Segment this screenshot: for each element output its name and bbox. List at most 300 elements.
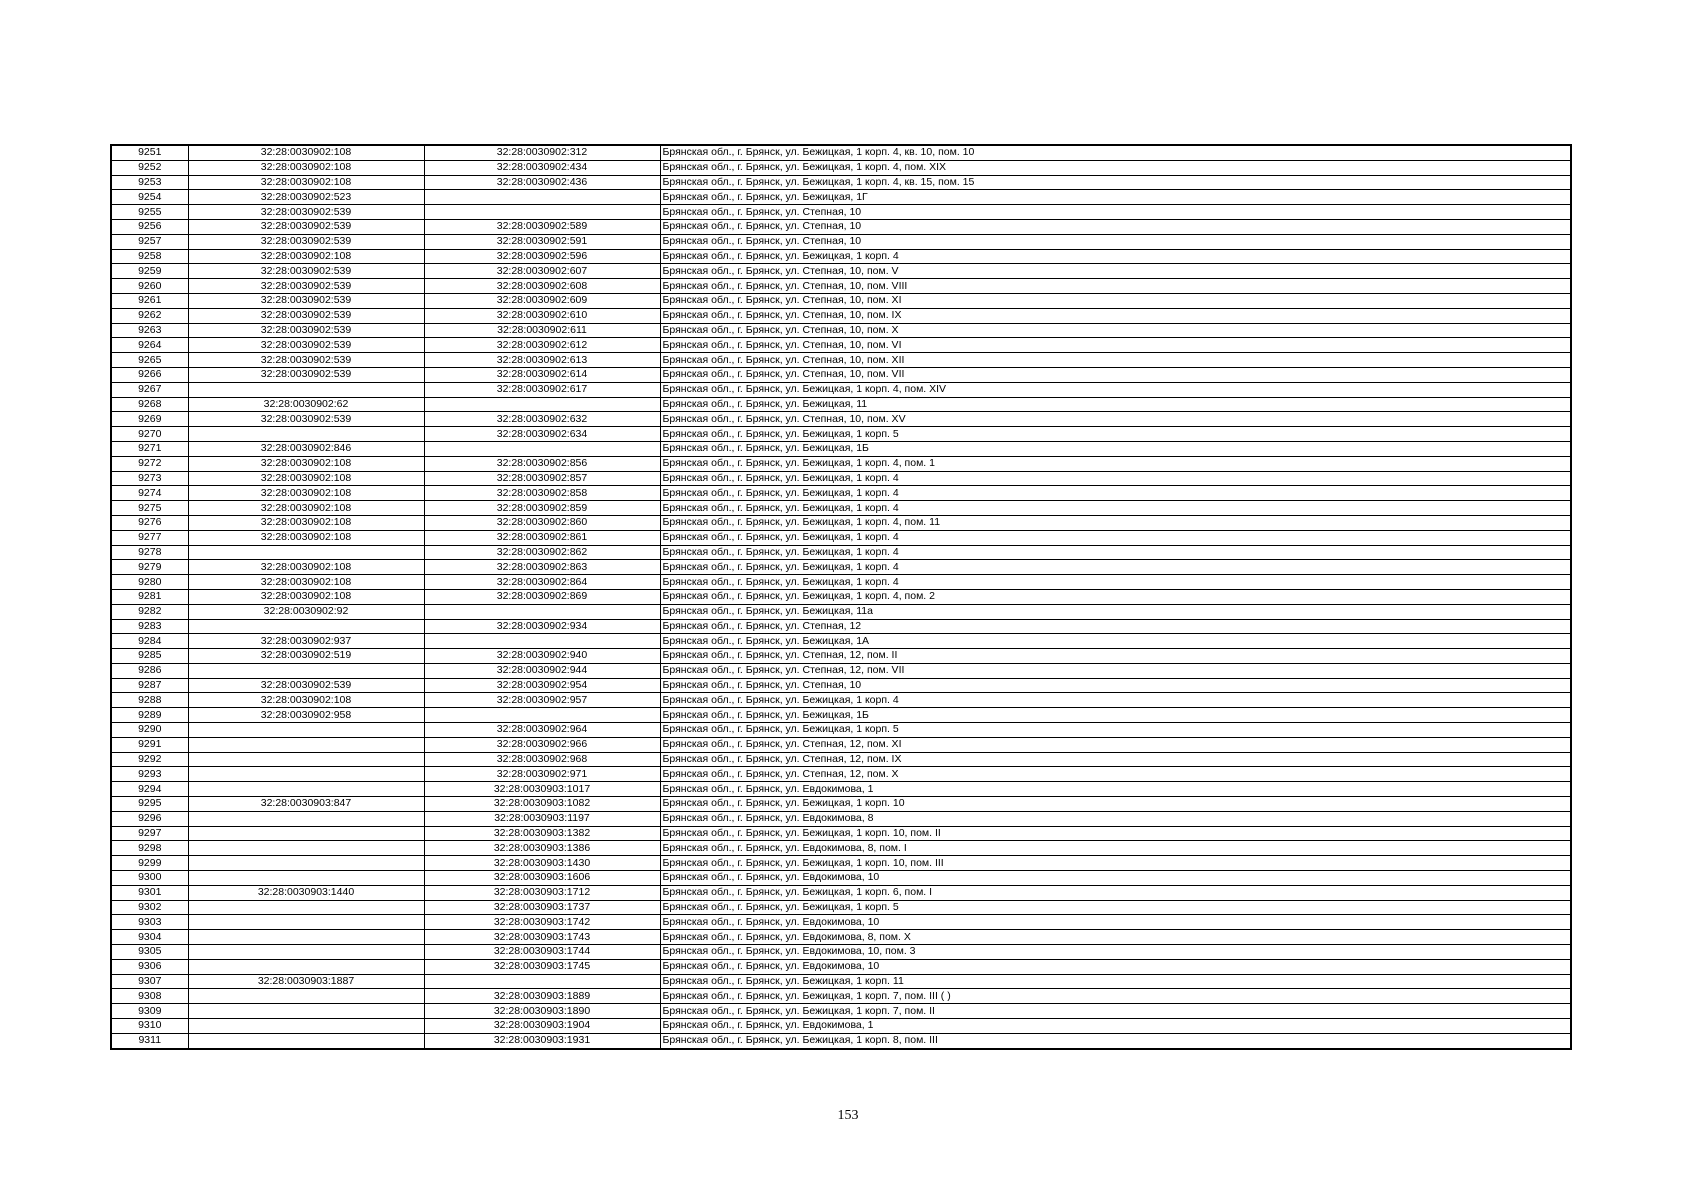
table-row [111,678,1571,693]
row-number-cell: 9295 [111,797,188,812]
row-number-cell: 9283 [111,619,188,634]
object-number-cell [424,397,660,412]
parcel-number-cell [188,841,424,856]
table-row [111,1033,1571,1048]
address-cell: Брянская обл., г. Брянск, ул. Степная, 10 [660,219,1571,234]
table-row [111,145,1571,160]
parcel-number-cell [188,900,424,915]
address-cell: Брянская обл., г. Брянск, ул. Степная, 10, пом. VI [660,338,1571,353]
address-cell: Брянская обл., г. Брянск, ул. Степная, 10, пом. VIII [660,279,1571,294]
address-cell: Брянская обл., г. Брянск, ул. Бежицкая, 1 корп. 4 [660,560,1571,575]
object-number-cell: 32:28:0030902:860 [424,515,660,530]
row-number-cell: 9262 [111,308,188,323]
object-number-cell: 32:28:0030902:610 [424,308,660,323]
table-row [111,279,1571,294]
address-cell: Брянская обл., г. Брянск, ул. Бежицкая, 1 корп. 6, пом. I [660,885,1571,900]
parcel-number-cell: 32:28:0030902:539 [188,412,424,427]
row-number-cell: 9265 [111,353,188,368]
address-cell: Брянская обл., г. Брянск, ул. Евдокимова, 8, пом. X [660,930,1571,945]
row-number-cell: 9302 [111,900,188,915]
address-cell: Брянская обл., г. Брянск, ул. Бежицкая, 1 корп. 4, пом. 11 [660,515,1571,530]
table-row [111,427,1571,442]
object-number-cell: 32:28:0030903:1430 [424,856,660,871]
address-cell: Брянская обл., г. Брянск, ул. Бежицкая, 1 корп. 4 [660,501,1571,516]
register-table [110,144,1572,1050]
address-cell: Брянская обл., г. Брянск, ул. Степная, 12 [660,619,1571,634]
parcel-number-cell: 32:28:0030902:108 [188,145,424,160]
row-number-cell: 9282 [111,604,188,619]
parcel-number-cell: 32:28:0030902:62 [188,397,424,412]
object-number-cell: 32:28:0030903:1082 [424,797,660,812]
address-cell: Брянская обл., г. Брянск, ул. Бежицкая, 1 корп. 4 [660,486,1571,501]
row-number-cell: 9260 [111,279,188,294]
address-cell: Брянская обл., г. Брянск, ул. Бежицкая, 1 корп. 10 [660,797,1571,812]
row-number-cell: 9285 [111,649,188,664]
table-row [111,959,1571,974]
address-cell: Брянская обл., г. Брянск, ул. Евдокимова, 10 [660,915,1571,930]
parcel-number-cell [188,752,424,767]
object-number-cell [424,604,660,619]
object-number-cell: 32:28:0030903:1889 [424,989,660,1004]
parcel-number-cell: 32:28:0030902:108 [188,693,424,708]
table-row [111,782,1571,797]
address-cell: Брянская обл., г. Брянск, ул. Степная, 12, пом. X [660,767,1571,782]
parcel-number-cell [188,382,424,397]
parcel-number-cell: 32:28:0030902:108 [188,589,424,604]
table-row [111,175,1571,190]
object-number-cell: 32:28:0030902:608 [424,279,660,294]
row-number-cell: 9305 [111,945,188,960]
address-cell: Брянская обл., г. Брянск, ул. Бежицкая, 1 корп. 4, кв. 15, пом. 15 [660,175,1571,190]
table-row [111,264,1571,279]
table-row [111,353,1571,368]
table-row [111,797,1571,812]
table-row [111,871,1571,886]
row-number-cell: 9309 [111,1004,188,1019]
row-number-cell: 9276 [111,515,188,530]
address-cell: Брянская обл., г. Брянск, ул. Бежицкая, 1 корп. 4, кв. 10, пом. 10 [660,145,1571,160]
table-row [111,456,1571,471]
row-number-cell: 9289 [111,708,188,723]
table-row [111,989,1571,1004]
address-cell: Брянская обл., г. Брянск, ул. Бежицкая, 1А [660,634,1571,649]
row-number-cell: 9263 [111,323,188,338]
parcel-number-cell [188,782,424,797]
row-number-cell: 9277 [111,530,188,545]
address-cell: Брянская обл., г. Брянск, ул. Бежицкая, 1 корп. 4 [660,530,1571,545]
table-row [111,160,1571,175]
row-number-cell: 9310 [111,1019,188,1034]
parcel-number-cell [188,427,424,442]
object-number-cell: 32:28:0030903:1931 [424,1033,660,1048]
parcel-number-cell: 32:28:0030902:539 [188,234,424,249]
address-cell: Брянская обл., г. Брянск, ул. Бежицкая, 1Б [660,708,1571,723]
object-number-cell: 32:28:0030902:934 [424,619,660,634]
table-row [111,900,1571,915]
address-cell: Брянская обл., г. Брянск, ул. Бежицкая, 1 корп. 7, пом. II [660,1004,1571,1019]
object-number-cell: 32:28:0030902:862 [424,545,660,560]
table-row [111,545,1571,560]
address-cell: Брянская обл., г. Брянск, ул. Бежицкая, 1 корп. 4 [660,249,1571,264]
object-number-cell: 32:28:0030902:634 [424,427,660,442]
object-number-cell: 32:28:0030902:613 [424,353,660,368]
object-number-cell: 32:28:0030902:611 [424,323,660,338]
parcel-number-cell [188,856,424,871]
table-row [111,974,1571,989]
row-number-cell: 9307 [111,974,188,989]
object-number-cell: 32:28:0030902:609 [424,293,660,308]
object-number-cell: 32:28:0030902:617 [424,382,660,397]
row-number-cell: 9268 [111,397,188,412]
object-number-cell: 32:28:0030903:1606 [424,871,660,886]
row-number-cell: 9273 [111,471,188,486]
table-row [111,412,1571,427]
parcel-number-cell: 32:28:0030902:523 [188,190,424,205]
object-number-cell [424,205,660,220]
parcel-number-cell: 32:28:0030902:539 [188,353,424,368]
object-number-cell: 32:28:0030903:1712 [424,885,660,900]
address-cell: Брянская обл., г. Брянск, ул. Степная, 12, пом. XI [660,737,1571,752]
row-number-cell: 9254 [111,190,188,205]
row-number-cell: 9281 [111,589,188,604]
object-number-cell: 32:28:0030903:1744 [424,945,660,960]
object-number-cell: 32:28:0030902:859 [424,501,660,516]
parcel-number-cell: 32:28:0030903:1440 [188,885,424,900]
parcel-number-cell [188,826,424,841]
parcel-number-cell [188,1019,424,1034]
parcel-number-cell: 32:28:0030902:108 [188,175,424,190]
parcel-number-cell: 32:28:0030902:539 [188,308,424,323]
row-number-cell: 9255 [111,205,188,220]
address-cell: Брянская обл., г. Брянск, ул. Бежицкая, 1 корп. 4 [660,471,1571,486]
table-row [111,501,1571,516]
page-number: 153 [837,1108,859,1123]
table-row [111,1019,1571,1034]
row-number-cell: 9274 [111,486,188,501]
address-cell: Брянская обл., г. Брянск, ул. Бежицкая, 1 корп. 5 [660,427,1571,442]
object-number-cell: 32:28:0030903:1745 [424,959,660,974]
parcel-number-cell [188,737,424,752]
row-number-cell: 9301 [111,885,188,900]
row-number-cell: 9251 [111,145,188,160]
table-row [111,219,1571,234]
row-number-cell: 9286 [111,663,188,678]
register-table-body [111,145,1571,1049]
row-number-cell: 9269 [111,412,188,427]
parcel-number-cell: 32:28:0030902:108 [188,515,424,530]
object-number-cell: 32:28:0030902:864 [424,575,660,590]
table-row [111,293,1571,308]
parcel-number-cell: 32:28:0030902:108 [188,471,424,486]
row-number-cell: 9304 [111,930,188,945]
object-number-cell: 32:28:0030902:591 [424,234,660,249]
object-number-cell: 32:28:0030902:856 [424,456,660,471]
parcel-number-cell: 32:28:0030902:92 [188,604,424,619]
parcel-number-cell [188,663,424,678]
table-row [111,397,1571,412]
table-row [111,649,1571,664]
object-number-cell [424,634,660,649]
address-cell: Брянская обл., г. Брянск, ул. Степная, 10, пом. V [660,264,1571,279]
address-cell: Брянская обл., г. Брянск, ул. Бежицкая, 1 корп. 4, пом. 2 [660,589,1571,604]
table-row [111,367,1571,382]
object-number-cell: 32:28:0030902:434 [424,160,660,175]
address-cell: Брянская обл., г. Брянск, ул. Евдокимова, 1 [660,1019,1571,1034]
object-number-cell: 32:28:0030902:940 [424,649,660,664]
address-cell: Брянская обл., г. Брянск, ул. Бежицкая, 1 корп. 10, пом. III [660,856,1571,871]
table-row [111,826,1571,841]
address-cell: Брянская обл., г. Брянск, ул. Евдокимова, 1 [660,782,1571,797]
address-cell: Брянская обл., г. Брянск, ул. Бежицкая, 1 корп. 4 [660,545,1571,560]
row-number-cell: 9300 [111,871,188,886]
row-number-cell: 9271 [111,441,188,456]
object-number-cell: 32:28:0030902:957 [424,693,660,708]
row-number-cell: 9306 [111,959,188,974]
address-cell: Брянская обл., г. Брянск, ул. Степная, 10, пом. X [660,323,1571,338]
row-number-cell: 9256 [111,219,188,234]
parcel-number-cell [188,915,424,930]
parcel-number-cell: 32:28:0030902:108 [188,560,424,575]
object-number-cell: 32:28:0030903:1743 [424,930,660,945]
parcel-number-cell [188,871,424,886]
address-cell: Брянская обл., г. Брянск, ул. Бежицкая, 1 корп. 4, пом. XIX [660,160,1571,175]
row-number-cell: 9287 [111,678,188,693]
object-number-cell: 32:28:0030902:944 [424,663,660,678]
table-row [111,589,1571,604]
table-row [111,604,1571,619]
address-cell: Брянская обл., г. Брянск, ул. Степная, 10, пом. VII [660,367,1571,382]
address-cell: Брянская обл., г. Брянск, ул. Бежицкая, 1 корп. 7, пом. III ( ) [660,989,1571,1004]
parcel-number-cell: 32:28:0030902:539 [188,367,424,382]
address-cell: Брянская обл., г. Брянск, ул. Евдокимова, 10 [660,871,1571,886]
parcel-number-cell: 32:28:0030902:958 [188,708,424,723]
table-row [111,930,1571,945]
table-row [111,737,1571,752]
row-number-cell: 9253 [111,175,188,190]
row-number-cell: 9259 [111,264,188,279]
table-row [111,234,1571,249]
address-cell: Брянская обл., г. Брянск, ул. Степная, 10, пом. XI [660,293,1571,308]
parcel-number-cell: 32:28:0030902:108 [188,160,424,175]
address-cell: Брянская обл., г. Брянск, ул. Евдокимова, 8, пом. I [660,841,1571,856]
parcel-number-cell: 32:28:0030903:1887 [188,974,424,989]
table-row [111,249,1571,264]
parcel-number-cell: 32:28:0030902:108 [188,249,424,264]
parcel-number-cell: 32:28:0030902:539 [188,205,424,220]
object-number-cell: 32:28:0030902:861 [424,530,660,545]
row-number-cell: 9308 [111,989,188,1004]
address-cell: Брянская обл., г. Брянск, ул. Евдокимова, 10, пом. 3 [660,945,1571,960]
row-number-cell: 9266 [111,367,188,382]
parcel-number-cell [188,619,424,634]
object-number-cell: 32:28:0030902:863 [424,560,660,575]
parcel-number-cell: 32:28:0030902:519 [188,649,424,664]
row-number-cell: 9280 [111,575,188,590]
table-row [111,575,1571,590]
address-cell: Брянская обл., г. Брянск, ул. Степная, 10, пом. XII [660,353,1571,368]
address-cell: Брянская обл., г. Брянск, ул. Степная, 12, пом. VII [660,663,1571,678]
object-number-cell: 32:28:0030902:954 [424,678,660,693]
parcel-number-cell: 32:28:0030902:539 [188,338,424,353]
address-cell: Брянская обл., г. Брянск, ул. Бежицкая, 1 корп. 8, пом. III [660,1033,1571,1048]
table-row [111,693,1571,708]
parcel-number-cell [188,723,424,738]
table-row [111,308,1571,323]
table-row [111,471,1571,486]
address-cell: Брянская обл., г. Брянск, ул. Бежицкая, 1 корп. 4 [660,575,1571,590]
parcel-number-cell: 32:28:0030902:108 [188,575,424,590]
address-cell: Брянская обл., г. Брянск, ул. Степная, 10, пом. IX [660,308,1571,323]
table-row [111,486,1571,501]
object-number-cell: 32:28:0030902:968 [424,752,660,767]
table-row [111,205,1571,220]
table-row [111,560,1571,575]
parcel-number-cell: 32:28:0030902:108 [188,486,424,501]
object-number-cell [424,708,660,723]
row-number-cell: 9258 [111,249,188,264]
address-cell: Брянская обл., г. Брянск, ул. Евдокимова, 10 [660,959,1571,974]
object-number-cell: 32:28:0030903:1017 [424,782,660,797]
address-cell: Брянская обл., г. Брянск, ул. Бежицкая, 1 корп. 5 [660,723,1571,738]
address-cell: Брянская обл., г. Брянск, ул. Бежицкая, 11а [660,604,1571,619]
table-row [111,945,1571,960]
object-number-cell: 32:28:0030902:966 [424,737,660,752]
parcel-number-cell [188,945,424,960]
row-number-cell: 9290 [111,723,188,738]
row-number-cell: 9296 [111,811,188,826]
object-number-cell: 32:28:0030902:632 [424,412,660,427]
row-number-cell: 9267 [111,382,188,397]
table-row [111,752,1571,767]
table-row [111,1004,1571,1019]
address-cell: Брянская обл., г. Брянск, ул. Бежицкая, 1Г [660,190,1571,205]
row-number-cell: 9298 [111,841,188,856]
object-number-cell: 32:28:0030903:1197 [424,811,660,826]
object-number-cell: 32:28:0030903:1904 [424,1019,660,1034]
object-number-cell: 32:28:0030902:436 [424,175,660,190]
parcel-number-cell: 32:28:0030902:937 [188,634,424,649]
object-number-cell: 32:28:0030902:612 [424,338,660,353]
parcel-number-cell [188,811,424,826]
table-row [111,915,1571,930]
parcel-number-cell: 32:28:0030902:539 [188,264,424,279]
table-row [111,856,1571,871]
row-number-cell: 9261 [111,293,188,308]
row-number-cell: 9278 [111,545,188,560]
row-number-cell: 9272 [111,456,188,471]
address-cell: Брянская обл., г. Брянск, ул. Степная, 12, пом. IX [660,752,1571,767]
row-number-cell: 9291 [111,737,188,752]
object-number-cell: 32:28:0030902:607 [424,264,660,279]
table-row [111,323,1571,338]
address-cell: Брянская обл., г. Брянск, ул. Бежицкая, 1 корп. 4, пом. XIV [660,382,1571,397]
table-row [111,723,1571,738]
address-cell: Брянская обл., г. Брянск, ул. Бежицкая, 1 корп. 11 [660,974,1571,989]
table-row [111,190,1571,205]
object-number-cell: 32:28:0030902:614 [424,367,660,382]
row-number-cell: 9299 [111,856,188,871]
row-number-cell: 9252 [111,160,188,175]
parcel-number-cell [188,930,424,945]
object-number-cell: 32:28:0030903:1382 [424,826,660,841]
object-number-cell: 32:28:0030902:971 [424,767,660,782]
table-row [111,634,1571,649]
table-row [111,441,1571,456]
parcel-number-cell: 32:28:0030902:539 [188,279,424,294]
address-cell: Брянская обл., г. Брянск, ул. Степная, 10 [660,205,1571,220]
object-number-cell [424,190,660,205]
row-number-cell: 9311 [111,1033,188,1048]
object-number-cell: 32:28:0030902:596 [424,249,660,264]
address-cell: Брянская обл., г. Брянск, ул. Степная, 10 [660,234,1571,249]
object-number-cell: 32:28:0030903:1737 [424,900,660,915]
address-cell: Брянская обл., г. Брянск, ул. Степная, 10, пом. XV [660,412,1571,427]
address-cell: Брянская обл., г. Брянск, ул. Бежицкая, 1 корп. 5 [660,900,1571,915]
object-number-cell: 32:28:0030902:858 [424,486,660,501]
address-cell: Брянская обл., г. Брянск, ул. Бежицкая, 1 корп. 4 [660,693,1571,708]
parcel-number-cell: 32:28:0030902:539 [188,323,424,338]
parcel-number-cell: 32:28:0030902:846 [188,441,424,456]
parcel-number-cell [188,767,424,782]
parcel-number-cell: 32:28:0030902:539 [188,678,424,693]
row-number-cell: 9297 [111,826,188,841]
address-cell: Брянская обл., г. Брянск, ул. Бежицкая, 1 корп. 4, пом. 1 [660,456,1571,471]
row-number-cell: 9275 [111,501,188,516]
address-cell: Брянская обл., г. Брянск, ул. Бежицкая, 1Б [660,441,1571,456]
row-number-cell: 9294 [111,782,188,797]
object-number-cell: 32:28:0030903:1386 [424,841,660,856]
parcel-number-cell: 32:28:0030903:847 [188,797,424,812]
parcel-number-cell: 32:28:0030902:108 [188,530,424,545]
row-number-cell: 9284 [111,634,188,649]
row-number-cell: 9264 [111,338,188,353]
table-row [111,811,1571,826]
object-number-cell [424,441,660,456]
table-row [111,619,1571,634]
row-number-cell: 9257 [111,234,188,249]
table-row [111,663,1571,678]
table-row [111,841,1571,856]
row-number-cell: 9303 [111,915,188,930]
row-number-cell: 9292 [111,752,188,767]
table-row [111,338,1571,353]
parcel-number-cell: 32:28:0030902:539 [188,219,424,234]
address-cell: Брянская обл., г. Брянск, ул. Бежицкая, 11 [660,397,1571,412]
table-row [111,885,1571,900]
table-row [111,382,1571,397]
parcel-number-cell [188,959,424,974]
table-row [111,767,1571,782]
row-number-cell: 9288 [111,693,188,708]
object-number-cell: 32:28:0030902:589 [424,219,660,234]
row-number-cell: 9279 [111,560,188,575]
object-number-cell: 32:28:0030903:1742 [424,915,660,930]
address-cell: Брянская обл., г. Брянск, ул. Степная, 12, пом. II [660,649,1571,664]
object-number-cell: 32:28:0030902:964 [424,723,660,738]
parcel-number-cell: 32:28:0030902:108 [188,456,424,471]
object-number-cell: 32:28:0030902:869 [424,589,660,604]
address-cell: Брянская обл., г. Брянск, ул. Степная, 10 [660,678,1571,693]
parcel-number-cell [188,545,424,560]
parcel-number-cell [188,1033,424,1048]
object-number-cell [424,974,660,989]
parcel-number-cell [188,989,424,1004]
table-row [111,708,1571,723]
table-row [111,515,1571,530]
object-number-cell: 32:28:0030902:857 [424,471,660,486]
parcel-number-cell: 32:28:0030902:108 [188,501,424,516]
address-cell: Брянская обл., г. Брянск, ул. Бежицкая, 1 корп. 10, пом. II [660,826,1571,841]
